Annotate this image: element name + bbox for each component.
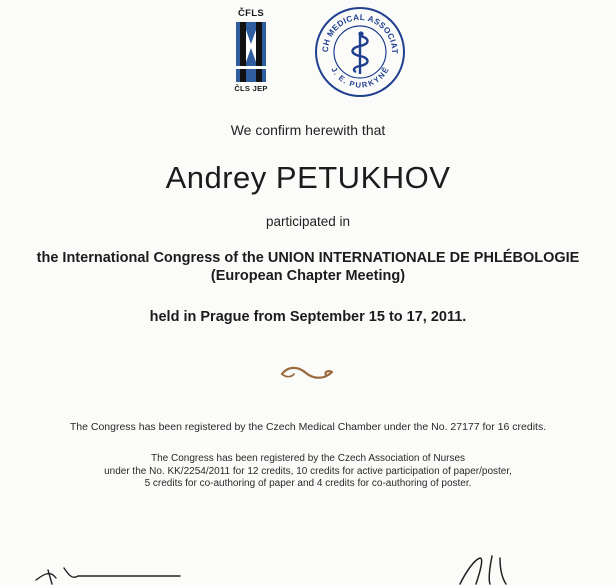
signature-right — [440, 552, 560, 585]
confirm-text: We confirm herewith that — [230, 122, 386, 138]
congress-title-line2: (European Chapter Meeting) — [210, 268, 406, 284]
signature-left — [30, 560, 190, 585]
nurses-registration-line: The Congress has been registered by the Czech Association of Nurses — [150, 453, 466, 464]
ornament-divider-icon — [278, 362, 338, 384]
recipient-name: Andrey PETUKHOV — [165, 160, 451, 195]
cfls-emblem-icon — [236, 22, 266, 82]
cma-ring-text-top: CH MEDICAL ASSOCIAT — [320, 12, 400, 55]
congress-title-line1: the International Congress of the UNION INTERNATIONALE DE PHLÉBOLOGIE — [36, 250, 580, 266]
participated-text: participated in — [265, 214, 351, 229]
cma-ring-text-bottom: J. E. PURKYNĚ — [329, 65, 391, 90]
cfls-logo-bottom-label: ČLS JEP — [234, 84, 268, 93]
nurses-registration-line: under the No. KK/2254/2011 for 12 credits, 10 credits for active participation of paper/poster, — [104, 465, 512, 477]
nurses-registration-line: 5 credits for co-authoring of paper and 4 credits for co-authoring of poster. — [144, 478, 472, 489]
czech-medical-association-logo — [314, 6, 406, 98]
nurses-registration-text — [0, 453, 616, 491]
held-in-text: held in Prague from September 15 to 17, 2011. — [149, 309, 467, 325]
cfls-logo-top-label: ČFLS — [237, 8, 264, 19]
cfls-logo — [228, 6, 274, 98]
chamber-registration-text: The Congress has been registered by the Czech Medical Chamber under the No. 27177 for 16 credits. — [69, 421, 547, 433]
caduceus-seal-icon — [314, 6, 406, 98]
